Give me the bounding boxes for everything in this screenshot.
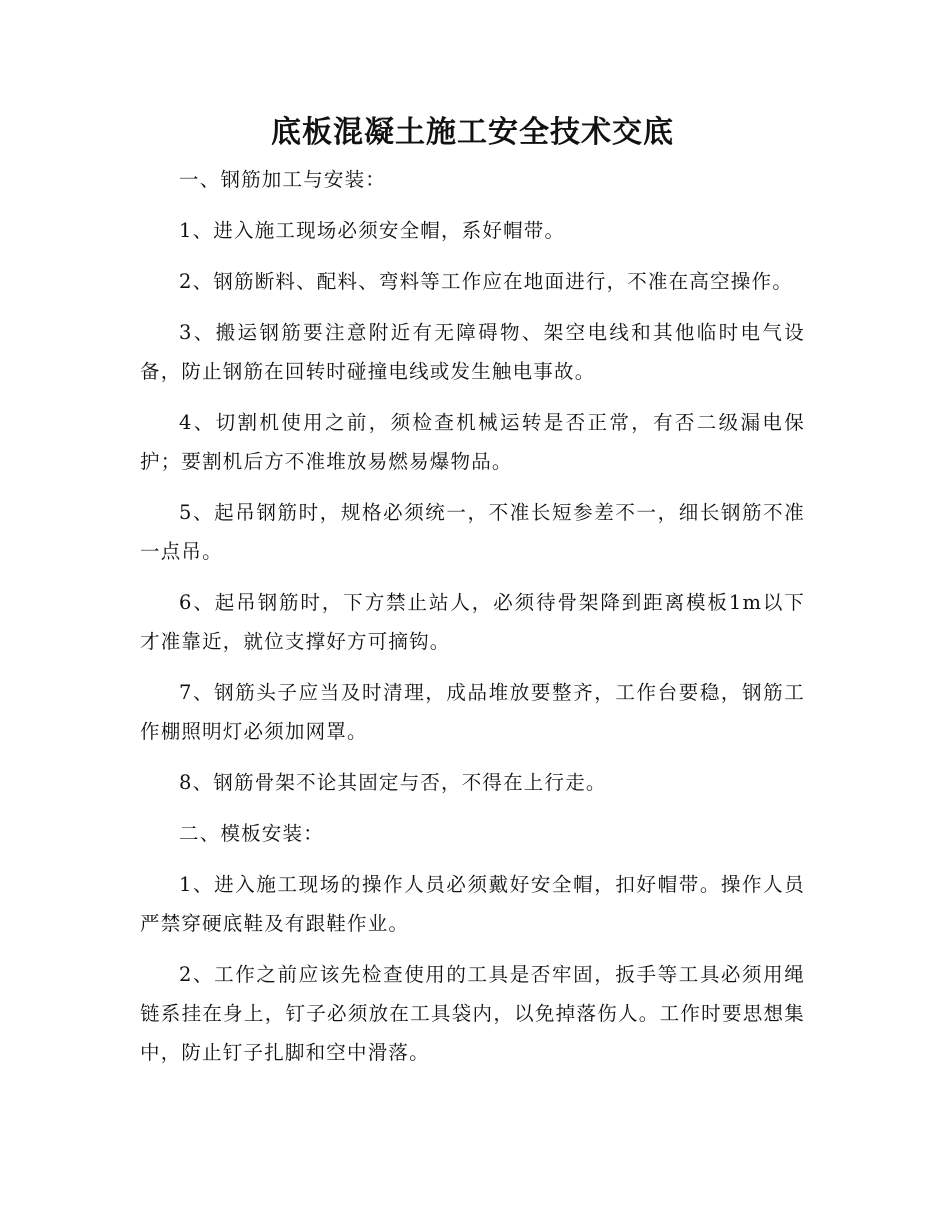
document-page: [140, 108, 805, 1084]
paragraph-formwork-2: 2、工作之前应该先检查使用的工具是否牢固，扳手等工具必须用绳链系挂在身上，钉子必须放在工具袋内，以免掉落伤人。工作时要思想集中，防止钉子扎脚和空中滑落。: [140, 963, 805, 1064]
paragraph-rebar-4: 4、切割机使用之前，须检查机械运转是否正常，有否二级漏电保护；要割机后方不准堆放易燃易爆物品。: [140, 411, 805, 473]
paragraph-rebar-1: 1、进入施工现场必须安全帽，系好帽带。: [179, 219, 566, 242]
section-heading-rebar: 一、钢筋加工与安装：: [179, 168, 387, 191]
paragraph-rebar-7: 7、钢筋头子应当及时清理，成品堆放要整齐，工作台要稳，钢筋工作棚照明灯必须加网罩。: [140, 681, 805, 743]
paragraph-rebar-6: 6、起吊钢筋时，下方禁止站人，必须待骨架降到距离模板1m以下才准靠近，就位支撑好方可摘钩。: [140, 591, 805, 653]
paragraph-rebar-8: 8、钢筋骨架不论其固定与否，不得在上行走。: [179, 771, 607, 794]
document-title: 底板混凝土施工安全技术交底: [271, 115, 674, 150]
paragraph-rebar-2: 2、钢筋断料、配料、弯料等工作应在地面进行，不准在高空操作。: [179, 270, 793, 293]
paragraph-rebar-3: 3、搬运钢筋要注意附近有无障碍物、架空电线和其他临时电气设备，防止钢筋在回转时碰撞电线或发生触电事故。: [140, 321, 805, 383]
paragraph-rebar-5: 5、起吊钢筋时，规格必须统一，不准长短参差不一，细长钢筋不准一点吊。: [140, 501, 805, 563]
section-heading-formwork: 二、模板安装：: [179, 822, 324, 845]
paragraph-formwork-1: 1、进入施工现场的操作人员必须戴好安全帽，扣好帽带。操作人员严禁穿硬底鞋及有跟鞋作业。: [140, 873, 805, 935]
